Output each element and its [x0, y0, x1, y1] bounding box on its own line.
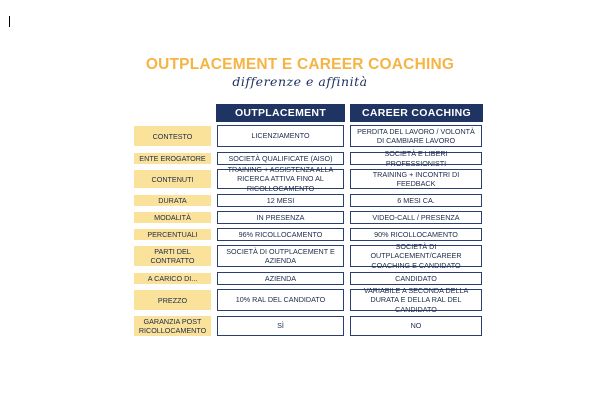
- outplacement-cell: SOCIETÀ QUALIFICATE (AISO): [217, 152, 344, 165]
- coaching-cell: PERDITA DEL LAVORO / VOLONTÀ DI CAMBIARE LAVORO: [350, 125, 482, 147]
- coaching-cell: VIDEO-CALL / PRESENZA: [350, 211, 482, 224]
- outplacement-cell: IN PRESENZA: [217, 211, 344, 224]
- outplacement-cell: AZIENDA: [217, 272, 344, 285]
- outplacement-cell: 10% RAL DEL CANDIDATO: [217, 289, 344, 311]
- row-label: CONTENUTI: [134, 170, 211, 188]
- column-header-outplacement: OUTPLACEMENT: [216, 104, 345, 122]
- row-label: PERCENTUALI: [134, 229, 211, 240]
- row-label: DURATA: [134, 195, 211, 206]
- coaching-cell: TRAINING + INCONTRI DI FEEDBACK: [350, 169, 482, 189]
- column-header-career-coaching: CAREER COACHING: [350, 104, 483, 122]
- row-label: GARANZIA POST RICOLLOCAMENTO: [134, 316, 211, 336]
- outplacement-cell: SOCIETÀ DI OUTPLACEMENT E AZIENDA: [217, 245, 344, 267]
- row-label: A CARICO DI...: [134, 273, 211, 284]
- row-label: PREZZO: [134, 290, 211, 310]
- outplacement-cell: LICENZIAMENTO: [217, 125, 344, 147]
- coaching-cell: SOCIETÀ DI OUTPLACEMENT/CAREER COACHING E CANDIDATO: [350, 245, 482, 267]
- coaching-cell: 6 MESI CA.: [350, 194, 482, 207]
- page-title: OUTPLACEMENT E CAREER COACHING: [145, 56, 455, 73]
- outplacement-cell: 12 MESI: [217, 194, 344, 207]
- row-label: CONTESTO: [134, 126, 211, 146]
- coaching-cell: SOCIETÀ E LIBERI PROFESSIONISTI: [350, 152, 482, 165]
- row-label: PARTI DEL CONTRATTO: [134, 246, 211, 266]
- text-cursor: [9, 16, 10, 27]
- outplacement-cell: TRAINING + ASSISTENZA ALLA RICERCA ATTIVA FINO AL RICOLLOCAMENTO: [217, 169, 344, 189]
- row-label: MODALITÀ: [134, 212, 211, 223]
- coaching-cell: VARIABILE A SECONDA DELLA DURATA E DELLA RAL DEL CANDIDATO: [350, 289, 482, 311]
- coaching-cell: 90% RICOLLOCAMENTO: [350, 228, 482, 241]
- outplacement-cell: 96% RICOLLOCAMENTO: [217, 228, 344, 241]
- page-subtitle: differenze e affinità: [232, 74, 368, 89]
- row-label: ENTE EROGATORE: [134, 153, 211, 164]
- coaching-cell: NO: [350, 316, 482, 336]
- coaching-cell: CANDIDATO: [350, 272, 482, 285]
- outplacement-cell: SÌ: [217, 316, 344, 336]
